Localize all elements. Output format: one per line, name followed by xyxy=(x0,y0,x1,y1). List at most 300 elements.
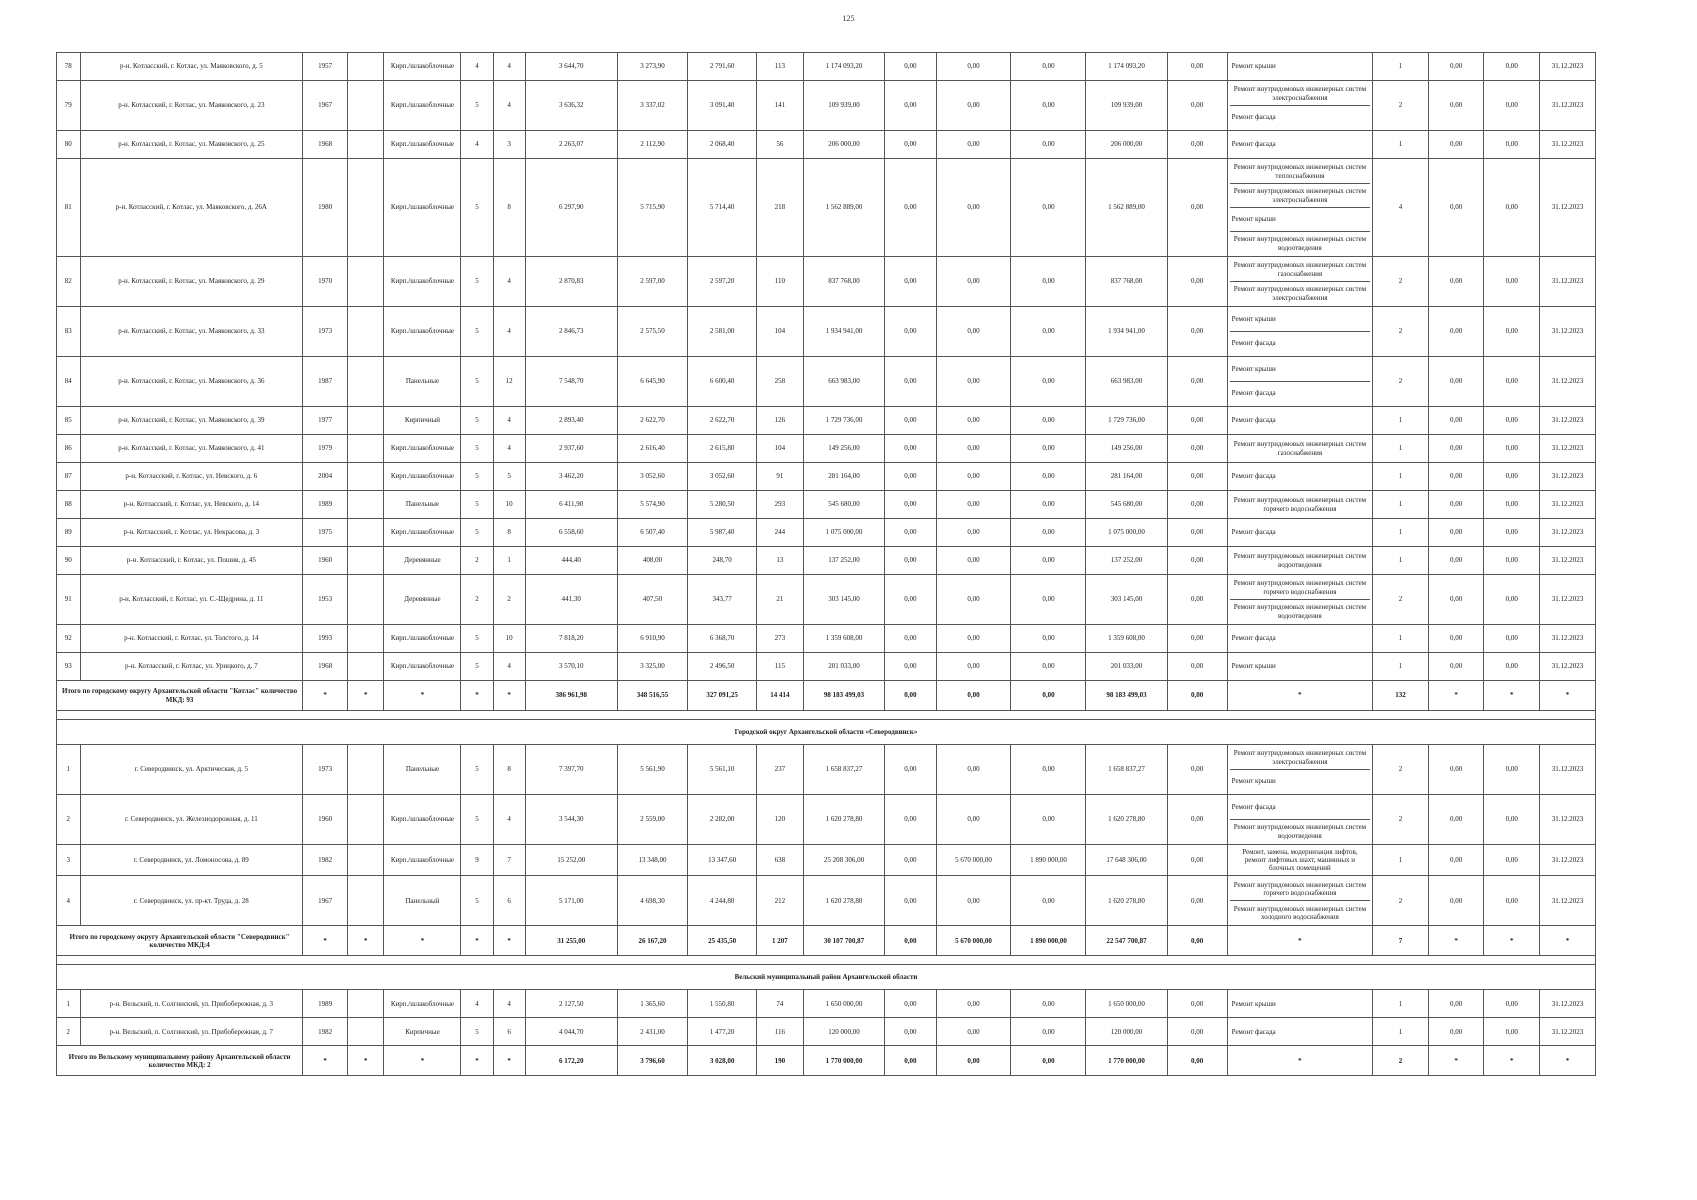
total-subject-budget-cell: 0,00 xyxy=(936,681,1011,711)
total-works-cell: * xyxy=(1227,681,1373,711)
subject-budget-cell: 0,00 xyxy=(936,257,1011,307)
other-funds-cell: 0,00 xyxy=(1167,845,1227,876)
residential-area-cell: 2 791,60 xyxy=(688,53,756,81)
extra-cost-2-cell: 0,00 xyxy=(1484,307,1540,357)
work-item: Ремонт крыши xyxy=(1231,365,1276,374)
works-cell xyxy=(1227,463,1373,491)
address-cell: г. Северодвинск, ул. Железнодорожная, д. 11 xyxy=(80,795,303,845)
overhaul-year-cell xyxy=(348,463,384,491)
fund-cell: 0,00 xyxy=(885,547,936,575)
overhaul-year-cell xyxy=(348,653,384,681)
works-cell xyxy=(1227,435,1373,463)
owners-funds-cell: 206 000,00 xyxy=(1086,131,1167,159)
fund-cell: 0,00 xyxy=(885,257,936,307)
other-funds-cell: 0,00 xyxy=(1167,547,1227,575)
entrances-cell: 6 xyxy=(493,1018,525,1046)
extra-cost-2-cell: 0,00 xyxy=(1484,547,1540,575)
premises-area-cell: 2 431,00 xyxy=(617,1018,688,1046)
premises-area-cell: 5 561,90 xyxy=(617,745,688,795)
floors-cell: 5 xyxy=(461,491,493,519)
extra-cost-2-cell: 0,00 xyxy=(1484,519,1540,547)
other-funds-cell: 0,00 xyxy=(1167,131,1227,159)
table-row xyxy=(57,876,1596,926)
fund-cell: 0,00 xyxy=(885,53,936,81)
residential-area-cell: 2 496,50 xyxy=(688,653,756,681)
address-cell: р-н. Котласский, г. Котлас, ул. С.-Щедрина, д. 11 xyxy=(80,575,303,625)
local-budget-cell: 0,00 xyxy=(1011,625,1086,653)
works-count-cell: 1 xyxy=(1373,463,1429,491)
extra-cost-2-cell: 0,00 xyxy=(1484,625,1540,653)
work-item: Ремонт крыши xyxy=(1231,999,1276,1008)
other-funds-cell: 0,00 xyxy=(1167,625,1227,653)
total-area-cell: 5 171,00 xyxy=(525,876,617,926)
works-cell xyxy=(1227,653,1373,681)
residential-area-cell: 5 987,40 xyxy=(688,519,756,547)
wall-material-cell: Кирп./шлакоблочные xyxy=(384,257,461,307)
work-item: Ремонт фасада xyxy=(1231,1027,1276,1036)
spacer-cell xyxy=(57,711,1596,720)
works-count-cell: 1 xyxy=(1373,845,1429,876)
total-cost-cell: 120 000,00 xyxy=(803,1018,884,1046)
works-cell xyxy=(1227,491,1373,519)
residents-cell: 13 xyxy=(756,547,803,575)
other-funds-cell: 0,00 xyxy=(1167,653,1227,681)
total-entrances-cell: * xyxy=(493,1046,525,1076)
other-funds-cell: 0,00 xyxy=(1167,407,1227,435)
wall-material-cell: Кирп./шлакоблочные xyxy=(384,463,461,491)
wall-material-cell: Панельные xyxy=(384,357,461,407)
extra-cost-2-cell: 0,00 xyxy=(1484,1018,1540,1046)
work-item: Ремонт фасада xyxy=(1231,803,1276,812)
works-count-cell: 2 xyxy=(1373,257,1429,307)
deadline-cell: 31.12.2023 xyxy=(1540,845,1596,876)
entrances-cell: 8 xyxy=(493,519,525,547)
row-number-cell: 89 xyxy=(57,519,81,547)
overhaul-year-cell xyxy=(348,81,384,131)
work-item: Ремонт внутридомовых инженерных систем водоотведения xyxy=(1230,231,1371,255)
extra-cost-2-cell: 0,00 xyxy=(1484,845,1540,876)
deadline-cell: 31.12.2023 xyxy=(1540,795,1596,845)
total-area-cell: 7 548,70 xyxy=(525,357,617,407)
residents-cell: 120 xyxy=(756,795,803,845)
extra-cost-1-cell: 0,00 xyxy=(1428,357,1484,407)
wall-material-cell: Панельный xyxy=(384,876,461,926)
local-budget-cell: 0,00 xyxy=(1011,491,1086,519)
commissioning-year-cell: 1989 xyxy=(303,990,348,1018)
extra-cost-2-cell: 0,00 xyxy=(1484,653,1540,681)
floors-cell: 4 xyxy=(461,990,493,1018)
overhaul-year-cell xyxy=(348,1018,384,1046)
works-count-cell: 1 xyxy=(1373,1018,1429,1046)
deadline-cell: 31.12.2023 xyxy=(1540,407,1596,435)
address-cell: р-н. Котласский, г. Котлас, ул. Маяковского, д. 5 xyxy=(80,53,303,81)
total-cost-cell: 1 620 278,80 xyxy=(803,876,884,926)
residents-cell: 21 xyxy=(756,575,803,625)
total-wall-material-cell: * xyxy=(384,681,461,711)
fund-cell: 0,00 xyxy=(885,131,936,159)
local-budget-cell: 0,00 xyxy=(1011,575,1086,625)
entrances-cell: 3 xyxy=(493,131,525,159)
works-cell xyxy=(1227,990,1373,1018)
overhaul-year-cell xyxy=(348,990,384,1018)
residents-cell: 212 xyxy=(756,876,803,926)
extra-cost-2-cell: 0,00 xyxy=(1484,575,1540,625)
total-cost-cell: 201 033,00 xyxy=(803,653,884,681)
extra-cost-2-cell: 0,00 xyxy=(1484,876,1540,926)
total-row xyxy=(57,1046,1596,1076)
deadline-cell: 31.12.2023 xyxy=(1540,257,1596,307)
floors-cell: 5 xyxy=(461,1018,493,1046)
deadline-cell: 31.12.2023 xyxy=(1540,307,1596,357)
fund-cell: 0,00 xyxy=(885,357,936,407)
residential-area-cell: 5 561,10 xyxy=(688,745,756,795)
work-item: Ремонт фасада xyxy=(1231,472,1276,481)
other-funds-cell: 0,00 xyxy=(1167,575,1227,625)
wall-material-cell: Кирп./шлакоблочные xyxy=(384,159,461,257)
works-cell xyxy=(1227,81,1373,131)
total-area-cell: 2 846,73 xyxy=(525,307,617,357)
total-subject-budget-cell: 0,00 xyxy=(936,1046,1011,1076)
subject-budget-cell: 0,00 xyxy=(936,575,1011,625)
subject-budget-cell: 0,00 xyxy=(936,653,1011,681)
works-cell xyxy=(1227,745,1373,795)
floors-cell: 4 xyxy=(461,131,493,159)
premises-area-cell: 2 112,90 xyxy=(617,131,688,159)
owners-funds-cell: 303 145,00 xyxy=(1086,575,1167,625)
entrances-cell: 4 xyxy=(493,81,525,131)
work-item: Ремонт крыши xyxy=(1230,207,1371,231)
subject-budget-cell: 0,00 xyxy=(936,159,1011,257)
total-other-funds-cell: 0,00 xyxy=(1167,926,1227,956)
works-count-cell: 2 xyxy=(1373,575,1429,625)
premises-area-cell: 1 365,60 xyxy=(617,990,688,1018)
extra-cost-2-cell: 0,00 xyxy=(1484,357,1540,407)
works-count-cell: 2 xyxy=(1373,357,1429,407)
residents-cell: 91 xyxy=(756,463,803,491)
address-cell: р-н. Котласский, г. Котлас, ул. Невского, д. 14 xyxy=(80,491,303,519)
overhaul-year-cell xyxy=(348,307,384,357)
deadline-cell: 31.12.2023 xyxy=(1540,435,1596,463)
total-local-budget-cell: 1 890 000,00 xyxy=(1011,926,1086,956)
entrances-cell: 4 xyxy=(493,307,525,357)
other-funds-cell: 0,00 xyxy=(1167,491,1227,519)
other-funds-cell: 0,00 xyxy=(1167,159,1227,257)
table-body xyxy=(57,53,1596,1076)
work-item: Ремонт крыши xyxy=(1231,662,1276,671)
owners-funds-cell: 1 658 837,27 xyxy=(1086,745,1167,795)
total-area-cell: 3 544,30 xyxy=(525,795,617,845)
subject-budget-cell: 0,00 xyxy=(936,407,1011,435)
extra-cost-1-cell: 0,00 xyxy=(1428,53,1484,81)
total-subject-budget-cell: 5 670 000,00 xyxy=(936,926,1011,956)
extra-cost-2-cell: 0,00 xyxy=(1484,795,1540,845)
table-row xyxy=(57,81,1596,131)
subject-budget-cell: 5 670 000,00 xyxy=(936,845,1011,876)
total-deadline-cell: * xyxy=(1540,681,1596,711)
deadline-cell: 31.12.2023 xyxy=(1540,1018,1596,1046)
total-area-cell: 15 252,00 xyxy=(525,845,617,876)
local-budget-cell: 0,00 xyxy=(1011,547,1086,575)
residents-cell: 273 xyxy=(756,625,803,653)
owners-funds-cell: 1 650 000,00 xyxy=(1086,990,1167,1018)
entrances-cell: 12 xyxy=(493,357,525,407)
work-item: Ремонт крыши xyxy=(1231,62,1276,71)
extra-cost-1-cell: 0,00 xyxy=(1428,491,1484,519)
total-total-cost-cell: 30 107 700,87 xyxy=(803,926,884,956)
wall-material-cell: Кирп./шлакоблочные xyxy=(384,519,461,547)
total-commissioning-year-cell: * xyxy=(303,1046,348,1076)
total-residential-area-cell: 3 028,00 xyxy=(688,1046,756,1076)
works-count-cell: 2 xyxy=(1373,745,1429,795)
fund-cell: 0,00 xyxy=(885,876,936,926)
owners-funds-cell: 201 033,00 xyxy=(1086,653,1167,681)
overhaul-year-cell xyxy=(348,519,384,547)
extra-cost-2-cell: 0,00 xyxy=(1484,53,1540,81)
premises-area-cell: 2 575,50 xyxy=(617,307,688,357)
commissioning-year-cell: 1968 xyxy=(303,131,348,159)
local-budget-cell: 0,00 xyxy=(1011,257,1086,307)
total-area-cell: 2 127,50 xyxy=(525,990,617,1018)
row-number-cell: 2 xyxy=(57,795,81,845)
extra-cost-1-cell: 0,00 xyxy=(1428,653,1484,681)
residential-area-cell: 2 581,00 xyxy=(688,307,756,357)
entrances-cell: 8 xyxy=(493,159,525,257)
residents-cell: 638 xyxy=(756,845,803,876)
other-funds-cell: 0,00 xyxy=(1167,257,1227,307)
local-budget-cell: 0,00 xyxy=(1011,435,1086,463)
total-overhaul-year-cell: * xyxy=(348,926,384,956)
deadline-cell: 31.12.2023 xyxy=(1540,547,1596,575)
total-row xyxy=(57,926,1596,956)
residents-cell: 113 xyxy=(756,53,803,81)
premises-area-cell: 5 574,90 xyxy=(617,491,688,519)
other-funds-cell: 0,00 xyxy=(1167,53,1227,81)
row-number-cell: 92 xyxy=(57,625,81,653)
owners-funds-cell: 545 680,00 xyxy=(1086,491,1167,519)
total-residents-cell: 14 414 xyxy=(756,681,803,711)
premises-area-cell: 2 622,70 xyxy=(617,407,688,435)
row-number-cell: 2 xyxy=(57,1018,81,1046)
total-cost-cell: 281 164,00 xyxy=(803,463,884,491)
entrances-cell: 1 xyxy=(493,547,525,575)
total-cost-cell: 837 768,00 xyxy=(803,257,884,307)
wall-material-cell: Кирп./шлакоблочные xyxy=(384,625,461,653)
total-deadline-cell: * xyxy=(1540,1046,1596,1076)
address-cell: р-н. Котласский, г. Котлас, ул. Некрасова, д. 3 xyxy=(80,519,303,547)
total-residents-cell: 1 207 xyxy=(756,926,803,956)
owners-funds-cell: 1 359 608,00 xyxy=(1086,625,1167,653)
other-funds-cell: 0,00 xyxy=(1167,463,1227,491)
residents-cell: 126 xyxy=(756,407,803,435)
residential-area-cell: 3 091,40 xyxy=(688,81,756,131)
other-funds-cell: 0,00 xyxy=(1167,435,1227,463)
subject-budget-cell: 0,00 xyxy=(936,81,1011,131)
work-item: Ремонт фасада xyxy=(1230,381,1371,405)
overhaul-year-cell xyxy=(348,491,384,519)
extra-cost-1-cell: 0,00 xyxy=(1428,463,1484,491)
total-cost-cell: 109 939,00 xyxy=(803,81,884,131)
total-cost-cell: 1 359 608,00 xyxy=(803,625,884,653)
deadline-cell: 31.12.2023 xyxy=(1540,519,1596,547)
work-item: Ремонт внутридомовых инженерных систем водоотведения xyxy=(1230,819,1371,843)
commissioning-year-cell: 1960 xyxy=(303,795,348,845)
commissioning-year-cell: 1980 xyxy=(303,159,348,257)
row-number-cell: 93 xyxy=(57,653,81,681)
local-budget-cell: 0,00 xyxy=(1011,1018,1086,1046)
fund-cell: 0,00 xyxy=(885,159,936,257)
work-item: Ремонт фасада xyxy=(1231,140,1276,149)
works-count-cell: 1 xyxy=(1373,131,1429,159)
works-cell xyxy=(1227,876,1373,926)
fund-cell: 0,00 xyxy=(885,519,936,547)
commissioning-year-cell: 2004 xyxy=(303,463,348,491)
local-budget-cell: 0,00 xyxy=(1011,795,1086,845)
row-number-cell: 91 xyxy=(57,575,81,625)
premises-area-cell: 4 698,30 xyxy=(617,876,688,926)
overhaul-year-cell xyxy=(348,745,384,795)
total-area-cell: 2 263,07 xyxy=(525,131,617,159)
table-row xyxy=(57,795,1596,845)
premises-area-cell: 3 325,00 xyxy=(617,653,688,681)
row-number-cell: 79 xyxy=(57,81,81,131)
total-fund-cell: 0,00 xyxy=(885,681,936,711)
premises-area-cell: 408,00 xyxy=(617,547,688,575)
other-funds-cell: 0,00 xyxy=(1167,81,1227,131)
total-commissioning-year-cell: * xyxy=(303,926,348,956)
row-number-cell: 90 xyxy=(57,547,81,575)
commissioning-year-cell: 1973 xyxy=(303,745,348,795)
floors-cell: 2 xyxy=(461,547,493,575)
overhaul-year-cell xyxy=(348,407,384,435)
deadline-cell: 31.12.2023 xyxy=(1540,53,1596,81)
subject-budget-cell: 0,00 xyxy=(936,463,1011,491)
wall-material-cell: Кирп./шлакоблочные xyxy=(384,795,461,845)
wall-material-cell: Кирп./шлакоблочные xyxy=(384,307,461,357)
address-cell: р-н. Котласский, г. Котлас, ул. Маяковского, д. 36 xyxy=(80,357,303,407)
extra-cost-2-cell: 0,00 xyxy=(1484,257,1540,307)
table-row xyxy=(57,653,1596,681)
works-cell xyxy=(1227,575,1373,625)
fund-cell: 0,00 xyxy=(885,307,936,357)
total-deadline-cell: * xyxy=(1540,926,1596,956)
fund-cell: 0,00 xyxy=(885,745,936,795)
subject-budget-cell: 0,00 xyxy=(936,491,1011,519)
other-funds-cell: 0,00 xyxy=(1167,307,1227,357)
floors-cell: 5 xyxy=(461,653,493,681)
subject-budget-cell: 0,00 xyxy=(936,53,1011,81)
spacer-cell xyxy=(57,956,1596,965)
work-item: Ремонт внутридомовых инженерных систем водоотведения xyxy=(1233,552,1367,569)
row-number-cell: 3 xyxy=(57,845,81,876)
overhaul-year-cell xyxy=(348,845,384,876)
works-count-cell: 2 xyxy=(1373,81,1429,131)
total-wall-material-cell: * xyxy=(384,1046,461,1076)
total-area-cell: 444,40 xyxy=(525,547,617,575)
works-count-cell: 1 xyxy=(1373,491,1429,519)
total-residential-area-cell: 327 091,25 xyxy=(688,681,756,711)
premises-area-cell: 407,50 xyxy=(617,575,688,625)
extra-cost-1-cell: 0,00 xyxy=(1428,845,1484,876)
subject-budget-cell: 0,00 xyxy=(936,1018,1011,1046)
total-cost-cell: 137 252,00 xyxy=(803,547,884,575)
extra-cost-1-cell: 0,00 xyxy=(1428,876,1484,926)
row-number-cell: 1 xyxy=(57,745,81,795)
total-residential-area-cell: 25 435,50 xyxy=(688,926,756,956)
works-cell xyxy=(1227,53,1373,81)
extra-cost-1-cell: 0,00 xyxy=(1428,990,1484,1018)
commissioning-year-cell: 1977 xyxy=(303,407,348,435)
total-extra-cost-1-cell: * xyxy=(1428,1046,1484,1076)
works-cell xyxy=(1227,307,1373,357)
entrances-cell: 6 xyxy=(493,876,525,926)
work-item: Ремонт внутридомовых инженерных систем горячего водоснабжения xyxy=(1233,880,1367,897)
total-total-area-cell: 31 255,00 xyxy=(525,926,617,956)
work-item: Ремонт фасада xyxy=(1230,105,1371,129)
total-cost-cell: 1 650 000,00 xyxy=(803,990,884,1018)
subject-budget-cell: 0,00 xyxy=(936,519,1011,547)
fund-cell: 0,00 xyxy=(885,575,936,625)
total-owners-funds-cell: 22 547 700,87 xyxy=(1086,926,1167,956)
commissioning-year-cell: 1987 xyxy=(303,357,348,407)
residents-cell: 237 xyxy=(756,745,803,795)
residents-cell: 110 xyxy=(756,257,803,307)
other-funds-cell: 0,00 xyxy=(1167,745,1227,795)
subject-budget-cell: 0,00 xyxy=(936,745,1011,795)
floors-cell: 5 xyxy=(461,407,493,435)
wall-material-cell: Кирп./шлакоблочные xyxy=(384,53,461,81)
total-cost-cell: 1 729 736,00 xyxy=(803,407,884,435)
extra-cost-2-cell: 0,00 xyxy=(1484,435,1540,463)
extra-cost-1-cell: 0,00 xyxy=(1428,795,1484,845)
total-wall-material-cell: * xyxy=(384,926,461,956)
fund-cell: 0,00 xyxy=(885,491,936,519)
works-count-cell: 2 xyxy=(1373,876,1429,926)
total-premises-area-cell: 26 167,20 xyxy=(617,926,688,956)
residential-area-cell: 2 068,40 xyxy=(688,131,756,159)
total-area-cell: 3 570,10 xyxy=(525,653,617,681)
table-row xyxy=(57,463,1596,491)
commissioning-year-cell: 1953 xyxy=(303,575,348,625)
floors-cell: 5 xyxy=(461,159,493,257)
overhaul-year-cell xyxy=(348,357,384,407)
entrances-cell: 10 xyxy=(493,491,525,519)
owners-funds-cell: 281 164,00 xyxy=(1086,463,1167,491)
commissioning-year-cell: 1993 xyxy=(303,625,348,653)
row-number-cell: 80 xyxy=(57,131,81,159)
overhaul-year-cell xyxy=(348,625,384,653)
subject-budget-cell: 0,00 xyxy=(936,795,1011,845)
total-cost-cell: 206 000,00 xyxy=(803,131,884,159)
residential-area-cell: 6 600,40 xyxy=(688,357,756,407)
other-funds-cell: 0,00 xyxy=(1167,519,1227,547)
floors-cell: 5 xyxy=(461,625,493,653)
local-budget-cell: 0,00 xyxy=(1011,990,1086,1018)
total-total-cost-cell: 98 183 499,03 xyxy=(803,681,884,711)
extra-cost-1-cell: 0,00 xyxy=(1428,257,1484,307)
row-number-cell: 86 xyxy=(57,435,81,463)
works-count-cell: 1 xyxy=(1373,407,1429,435)
wall-material-cell: Кирп./шлакоблочные xyxy=(384,81,461,131)
owners-funds-cell: 149 256,00 xyxy=(1086,435,1167,463)
residential-area-cell: 2 282,00 xyxy=(688,795,756,845)
owners-funds-cell: 137 252,00 xyxy=(1086,547,1167,575)
residential-area-cell: 6 368,70 xyxy=(688,625,756,653)
subject-budget-cell: 0,00 xyxy=(936,625,1011,653)
local-budget-cell: 0,00 xyxy=(1011,159,1086,257)
address-cell: р-н. Котласский, г. Котлас, ул. Маяковского, д. 29 xyxy=(80,257,303,307)
deadline-cell: 31.12.2023 xyxy=(1540,463,1596,491)
row-number-cell: 4 xyxy=(57,876,81,926)
